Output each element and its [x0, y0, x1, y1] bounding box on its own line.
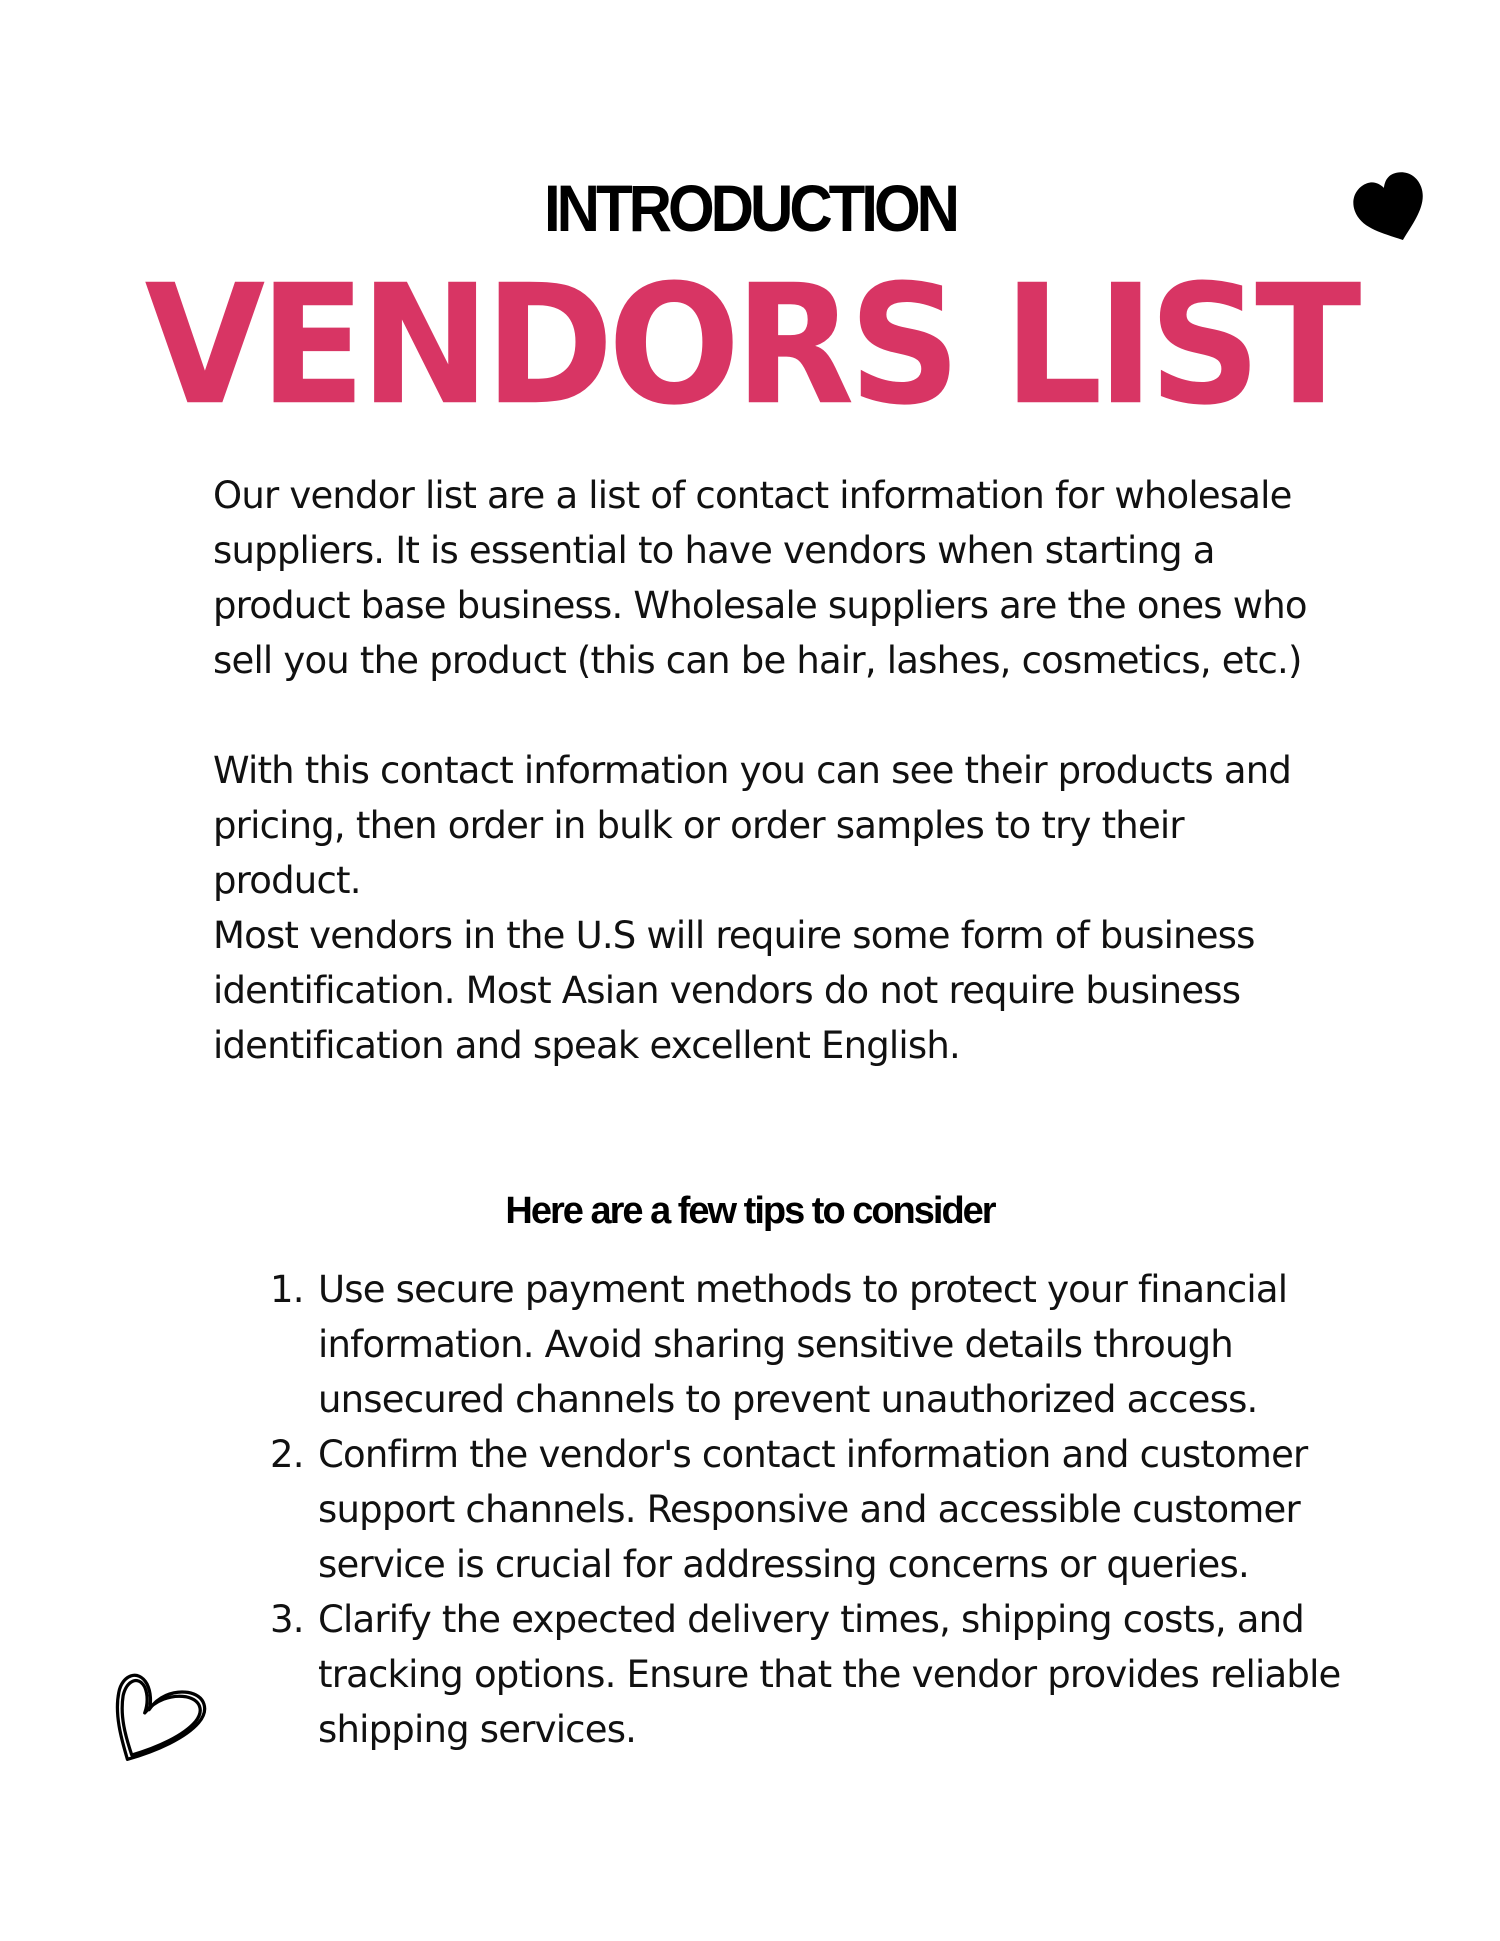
list-item-number: 2. — [270, 1433, 304, 1476]
heart-solid-icon — [1350, 168, 1434, 252]
list-item-number: 3. — [270, 1598, 304, 1641]
list-item — [270, 1262, 1350, 1427]
list-item-text: Use secure payment methods to protect your financial information. Avoid sharing sensitive details through unsecured channels to prevent unauthorized access. — [318, 1268, 1288, 1421]
intro-eyebrow: INTRODUCTION — [544, 171, 956, 246]
page-title: VENDORS LIST — [144, 248, 1356, 442]
heart-outline-icon — [108, 1660, 216, 1768]
list-item-number: 1. — [270, 1268, 304, 1311]
list-item — [270, 1592, 1350, 1757]
tips-heading: Here are a few tips to consider — [505, 1190, 995, 1232]
intro-paragraph: With this contact information you can see their products and pricing, then order in bulk or order samples to try their product. — [213, 749, 1292, 902]
list-item-text: Confirm the vendor's contact information and customer support channels. Responsive and accessible customer service is crucial for addressing concerns or queries. — [318, 1433, 1308, 1586]
intro-paragraph: Our vendor list are a list of contact information for wholesale suppliers. It is essential to have vendors when starting a product base business. Wholesale suppliers are the ones who sell you the product (this can be hair, lashes, cosmetics, etc.) — [213, 474, 1307, 682]
paragraph-spacer — [213, 688, 1333, 743]
intro-paragraph: Most vendors in the U.S will require some form of business identification. Most Asian vendors do not require business identification and speak excellent English. — [213, 914, 1255, 1067]
list-item — [270, 1427, 1350, 1592]
intro-text — [213, 468, 1333, 1073]
list-item-text: Clarify the expected delivery times, shipping costs, and tracking options. Ensure that the vendor provides reliable shipping services. — [318, 1598, 1341, 1751]
tips-list — [270, 1262, 1350, 1757]
